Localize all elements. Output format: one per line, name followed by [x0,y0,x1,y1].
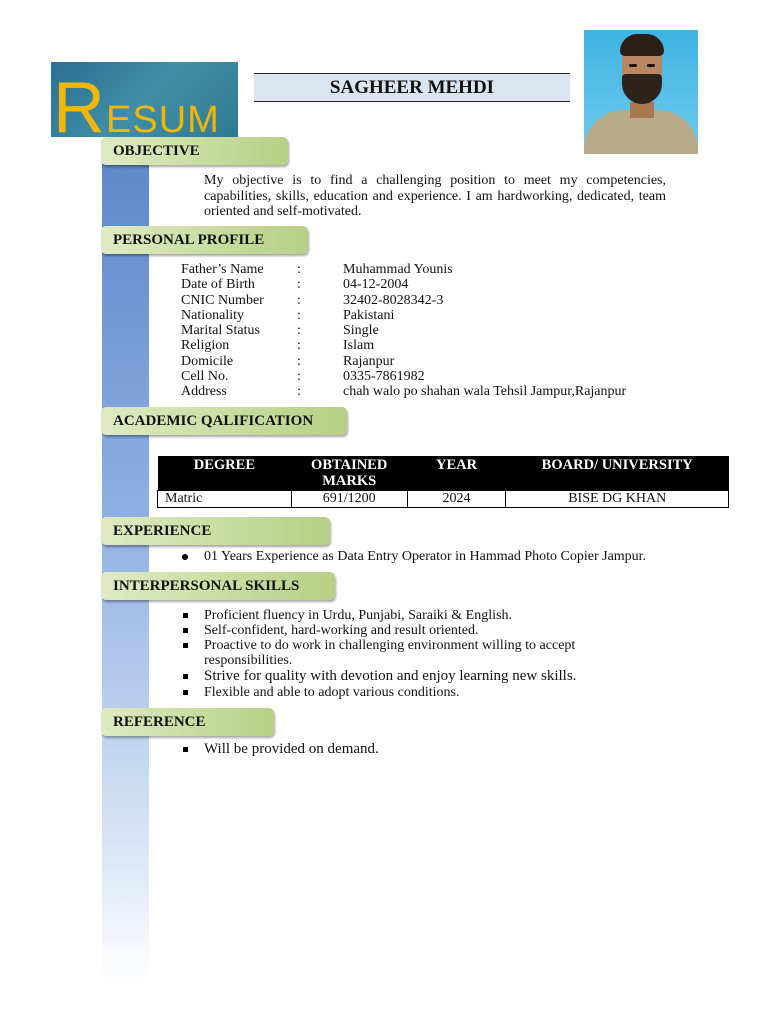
list-item-text: Strive for quality with devotion and enjoy learning new skills. [204,668,577,684]
list-item [181,685,601,700]
section-heading-reference: REFERENCE [101,708,274,736]
list-item-text: Will be provided on demand. [204,741,379,757]
profile-separator: : [297,338,301,354]
profile-row [181,354,626,369]
profile-row [181,277,626,292]
list-item-text: Proactive to do work in challenging environment willing to accept responsibilities. [204,638,576,668]
section-heading-experience: EXPERIENCE [101,517,330,545]
profile-separator: : [297,384,301,400]
profile-separator: : [297,369,301,385]
logo-rest: ESUM [106,99,220,137]
profile-label: Marital Status [181,323,260,339]
profile-label: CNIC Number [181,292,264,308]
bullet-square-icon [181,741,204,758]
profile-value: chah walo po shahan wala Tehsil Jampur,Rajanpur [343,384,627,400]
section-heading-academic: ACADEMIC QALIFICATION [101,407,347,435]
profile-separator: : [297,307,301,323]
list-item-text: Flexible and able to adopt various conditions. [204,685,460,700]
profile-row [181,308,626,323]
profile-row [181,323,626,338]
profile-separator: : [297,292,301,308]
bullet-square-icon [181,668,204,685]
bullet-square-icon [181,685,204,700]
table-header: YEAR [407,456,506,491]
resume-logo [51,62,238,137]
profile-value: 32402-8028342-3 [343,292,444,308]
profile-separator: : [297,353,301,369]
bullet-square-icon [181,608,204,623]
reference-list [181,741,379,758]
profile-value: Pakistani [343,307,395,323]
profile-separator: : [297,323,301,339]
table-cell: Matric [158,491,292,508]
profile-value: Single [343,323,379,339]
list-item-text: Proficient fluency in Urdu, Punjabi, Saraiki & English. [204,608,512,623]
profile-row [181,338,626,353]
bullet-square-icon [181,623,204,638]
candidate-name: SAGHEER MEHDI [254,73,570,102]
resume-logo-text [53,68,220,137]
section-heading-skills: INTERPERSONAL SKILLS [101,572,335,600]
table-header: BOARD/ UNIVERSITY [506,456,729,491]
profile-separator: : [297,262,301,277]
table-header: OBTAINED MARKS [291,456,407,491]
list-item-text: 01 Years Experience as Data Entry Operator in Hammad Photo Copier Jampur. [204,549,647,564]
list-item [181,638,601,668]
table-header-row [158,456,729,491]
skills-list [181,608,601,700]
logo-first-letter: R [53,68,106,137]
profile-value: 04-12-2004 [343,277,409,293]
bullet-square-icon [181,638,204,653]
list-item [181,549,646,564]
profile-label: Address [181,384,227,400]
objective-text: My objective is to find a challenging position to meet my competencies, capabilities, skills, education and experience. I am hardworking, dedicated, team oriented and self-motivated. [204,173,666,219]
profile-value: Muhammad Younis [343,262,453,277]
profile-row [181,293,626,308]
experience-list [181,549,646,564]
table-cell: 691/1200 [291,491,407,508]
profile-row [181,262,626,277]
profile-separator: : [297,277,301,293]
section-heading-personal-profile: PERSONAL PROFILE [101,226,308,254]
profile-label: Nationality [181,307,244,323]
profile-label: Father’s Name [181,262,264,277]
academic-table [157,456,729,508]
profile-photo [584,30,698,154]
profile-value: Islam [343,338,375,354]
decorative-sidebar [102,140,149,984]
profile-row [181,384,626,399]
list-item [181,623,601,638]
profile-value: 0335-7861982 [343,369,425,385]
list-item-text: Self-confident, hard-working and result oriented. [204,623,479,638]
list-item [181,608,601,623]
table-row [158,491,729,508]
profile-value: Rajanpur [343,353,395,369]
profile-label: Date of Birth [181,277,255,293]
table-cell: BISE DG KHAN [506,491,729,508]
section-heading-objective: OBJECTIVE [101,137,288,165]
profile-label: Domicile [181,353,234,369]
bullet-dot-icon [181,549,204,564]
list-item [181,741,379,758]
profile-label: Religion [181,338,230,354]
list-item [181,668,601,685]
profile-label: Cell No. [181,369,229,385]
table-cell: 2024 [407,491,506,508]
personal-profile-list [181,262,626,400]
profile-row [181,369,626,384]
table-header: DEGREE [158,456,292,491]
